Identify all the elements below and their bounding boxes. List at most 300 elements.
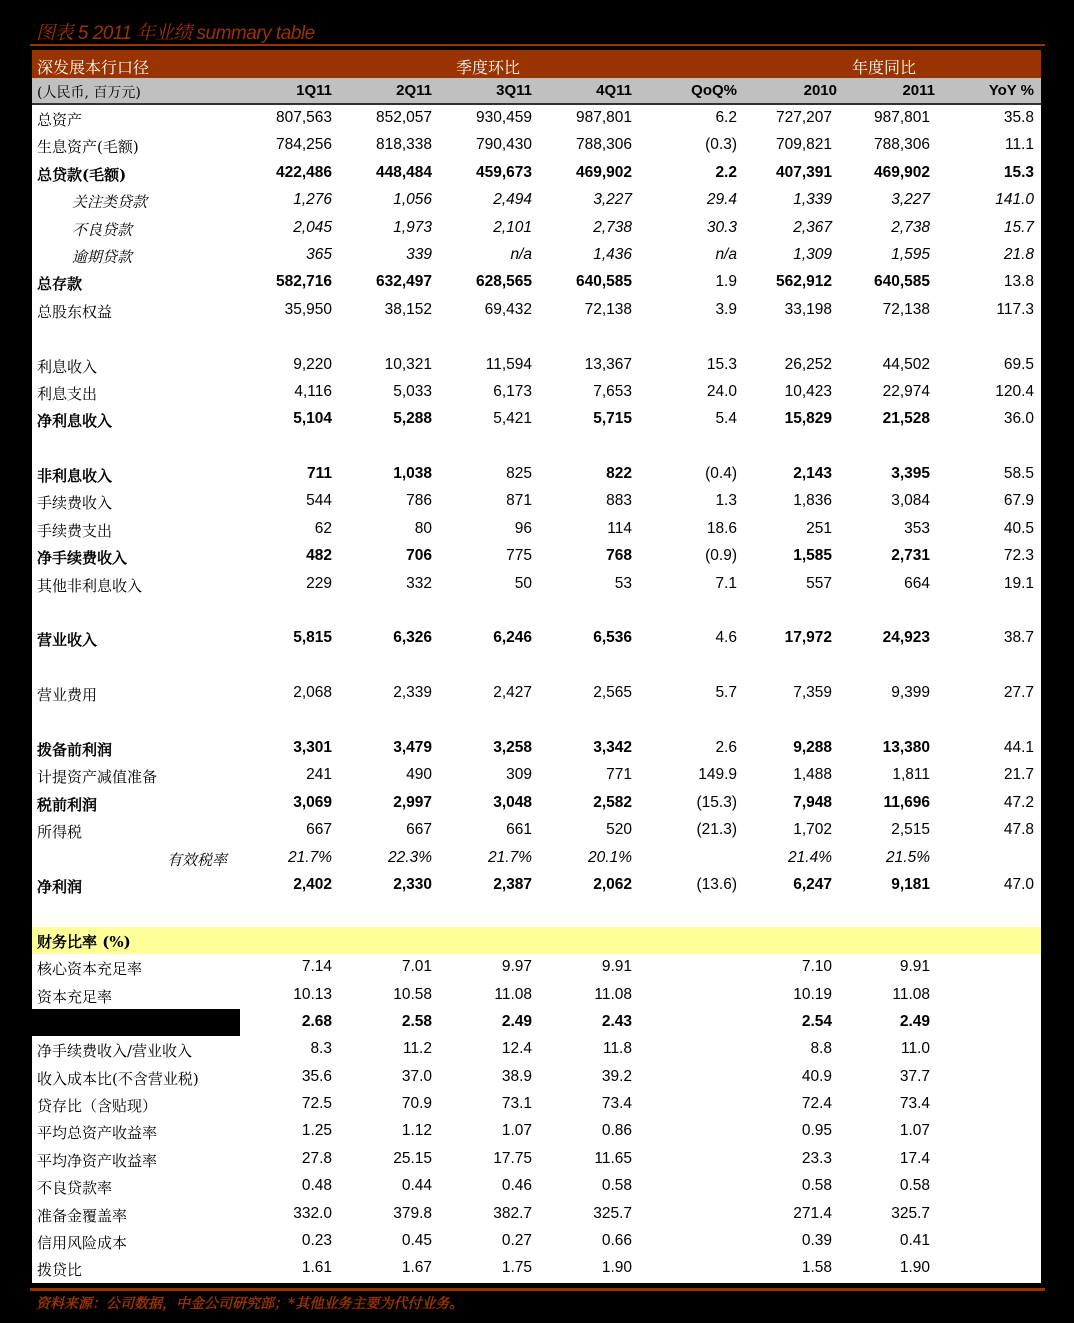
table-row <box>32 1009 1041 1036</box>
cell-2011: 73.4 <box>899 1095 930 1113</box>
cell-3q11: 21.7% <box>488 848 532 866</box>
cell-4q11: 73.4 <box>601 1095 632 1113</box>
cell-4q11: 883 <box>606 492 632 510</box>
cell-3q11: 871 <box>506 492 532 510</box>
entity-label: 深发展本行口径 <box>37 58 150 77</box>
cell-2010: 271.4 <box>793 1204 832 1222</box>
row-label: 不良贷款 <box>72 220 133 239</box>
cell-2q11: 786 <box>406 492 432 510</box>
cell-1q11: 0.23 <box>301 1232 332 1250</box>
cell-2q11: 379.8 <box>393 1204 432 1222</box>
cell-3q11: 11.08 <box>494 985 532 1003</box>
cell-yoy: 15.3 <box>1003 163 1034 181</box>
cell-2011: 3,227 <box>891 191 930 209</box>
table-row <box>32 1201 1041 1228</box>
cell-1q11: 365 <box>306 245 332 263</box>
cell-1q11: 2,068 <box>293 684 332 702</box>
cell-1q11: 544 <box>306 492 332 510</box>
col-header-3q11: 3Q11 <box>496 82 532 99</box>
row-label: 逾期贷款 <box>72 247 133 266</box>
cell-4q11: 72,138 <box>584 300 632 318</box>
cell-qoq: 1.3 <box>715 492 737 510</box>
cell-2010: 9,288 <box>793 738 832 756</box>
cell-3q11: 3,258 <box>493 738 532 756</box>
table-row <box>32 1146 1041 1173</box>
cell-3q11: 382.7 <box>493 1204 532 1222</box>
table-row <box>32 571 1041 598</box>
cell-2010: 7,359 <box>793 684 832 702</box>
cell-2011: 664 <box>904 574 930 592</box>
row-label: 核心资本充足率 <box>37 960 143 979</box>
cell-yoy: 40.5 <box>1003 519 1034 537</box>
cell-4q11: 0.86 <box>601 1122 632 1140</box>
cell-qoq: (13.6) <box>696 875 737 893</box>
cell-2q11: 706 <box>406 547 432 565</box>
cell-4q11: 114 <box>607 519 632 537</box>
cell-4q11: 2,565 <box>593 684 632 702</box>
cell-2011: 788,306 <box>873 136 930 154</box>
cell-1q11: 8.3 <box>310 1040 332 1058</box>
cell-2010: 17,972 <box>784 629 832 647</box>
cell-4q11: 1.90 <box>601 1259 632 1277</box>
cell-2011: 0.41 <box>899 1232 930 1250</box>
cell-2q11: 2,330 <box>393 875 432 893</box>
cell-yoy: 35.8 <box>1003 109 1034 126</box>
cell-3q11: 9.97 <box>501 958 532 976</box>
cell-2q11: 632,497 <box>375 273 432 291</box>
cell-2q11: 25.15 <box>393 1149 432 1167</box>
cell-qoq: 4.6 <box>715 629 737 647</box>
cell-3q11: 38.9 <box>501 1067 532 1085</box>
cell-2q11: 10,321 <box>384 355 432 373</box>
cell-1q11: 229 <box>306 574 332 592</box>
table-row <box>32 516 1041 543</box>
cell-3q11: 2,387 <box>493 875 532 893</box>
cell-2010: 1.58 <box>801 1259 832 1277</box>
cell-2010: 0.39 <box>801 1232 832 1250</box>
cell-1q11: 482 <box>306 547 332 565</box>
row-label: 总资产 <box>37 111 83 129</box>
cell-2011: 0.58 <box>899 1177 930 1195</box>
figure-title: 图表 5 2011 年业绩 summary table <box>36 23 315 44</box>
cell-3q11: 3,048 <box>493 793 532 811</box>
cell-2011: 11.08 <box>892 985 930 1003</box>
cell-2011: 11,696 <box>883 793 930 811</box>
table-row <box>32 1118 1041 1145</box>
cell-4q11: 39.2 <box>601 1067 632 1085</box>
row-label: 非利息收入 <box>37 467 113 486</box>
cell-qoq: 15.3 <box>706 355 737 373</box>
footer-divider <box>30 1288 1045 1291</box>
col-header-2011: 2011 <box>902 82 935 99</box>
cell-2010: 1,339 <box>793 191 832 209</box>
cell-1q11: 72.5 <box>301 1095 332 1113</box>
cell-qoq: 2.2 <box>715 163 737 181</box>
cell-4q11: 53 <box>614 574 632 592</box>
cell-4q11: 520 <box>606 821 632 839</box>
cell-2q11: 10.58 <box>393 985 432 1003</box>
cell-1q11: 62 <box>314 519 332 537</box>
cell-4q11: 768 <box>606 547 632 565</box>
cell-2q11: 2,997 <box>393 793 432 811</box>
cell-yoy: 141.0 <box>995 191 1034 209</box>
cell-2011: 22,974 <box>882 382 930 400</box>
cell-3q11: 2,101 <box>493 218 532 236</box>
cell-2010: 8.8 <box>810 1040 832 1058</box>
cell-2q11: 37.0 <box>401 1067 432 1085</box>
cell-2q11: 332 <box>406 574 432 592</box>
row-label: 净利息收入 <box>37 412 113 431</box>
cell-4q11: 7,653 <box>593 382 632 400</box>
cell-2q11: 3,479 <box>393 738 432 756</box>
cell-2q11: 1,973 <box>393 218 432 236</box>
cell-yoy: 44.1 <box>1003 738 1034 756</box>
row-label: 不良贷款率 <box>37 1179 113 1198</box>
cell-2010: 0.95 <box>801 1122 832 1140</box>
table-row <box>32 269 1041 296</box>
cell-2010: 0.58 <box>801 1177 832 1195</box>
cell-2011: 72,138 <box>882 300 930 318</box>
cell-2010: 1,585 <box>793 547 832 565</box>
cell-4q11: 20.1% <box>588 848 632 866</box>
cell-1q11: 241 <box>306 766 332 784</box>
cell-3q11: 459,673 <box>475 163 532 181</box>
cell-2010: 6,247 <box>793 875 832 893</box>
table-row <box>32 160 1041 187</box>
cell-1q11: 35.6 <box>301 1067 332 1085</box>
cell-yoy: 21.8 <box>1003 245 1034 263</box>
table-row <box>32 352 1041 379</box>
source-note: 资料来源：公司数据，中金公司研究部；*其他业务主要为代付业务。 <box>36 1296 464 1312</box>
col-header-2q11: 2Q11 <box>396 82 432 99</box>
cell-qoq: 30.3 <box>706 218 737 236</box>
cell-4q11: 9.91 <box>601 958 632 976</box>
row-label: 贷存比（含贴现） <box>37 1097 158 1116</box>
cell-1q11: 5,815 <box>293 629 332 647</box>
table-row <box>32 735 1041 762</box>
cell-4q11: 987,801 <box>575 109 632 126</box>
cell-2q11: 852,057 <box>375 109 432 126</box>
cell-2011: 987,801 <box>873 109 930 126</box>
cell-2q11: 667 <box>406 821 432 839</box>
cell-4q11: 822 <box>606 465 632 483</box>
cell-4q11: 2.43 <box>601 1012 632 1030</box>
cell-2q11: 1,038 <box>393 465 432 483</box>
cell-2010: 23.3 <box>801 1149 832 1167</box>
cell-yoy: 47.8 <box>1003 821 1034 839</box>
redacted-label <box>32 1009 240 1036</box>
cell-yoy: 47.0 <box>1003 875 1034 893</box>
cell-2011: 469,902 <box>873 163 930 181</box>
cell-qoq: 5.7 <box>715 684 737 702</box>
cell-4q11: 2,738 <box>593 218 632 236</box>
row-label: 总股东权益 <box>37 302 113 321</box>
cell-2q11: 1.12 <box>401 1122 432 1140</box>
cell-3q11: 309 <box>506 766 532 784</box>
cell-qoq: n/a <box>715 245 737 263</box>
row-label: 手续费支出 <box>37 521 113 540</box>
cell-yoy: 36.0 <box>1003 410 1034 428</box>
column-header-row <box>32 78 1041 105</box>
cell-4q11: 788,306 <box>575 136 632 154</box>
table-row <box>32 680 1041 707</box>
row-label: 手续费收入 <box>37 494 113 513</box>
table-row <box>32 762 1041 789</box>
cell-2010: 2,367 <box>793 218 832 236</box>
cell-yoy: 69.5 <box>1003 355 1034 373</box>
cell-yoy: 120.4 <box>995 382 1034 400</box>
cell-1q11: 784,256 <box>275 136 332 154</box>
cell-1q11: 1.61 <box>301 1259 332 1277</box>
cell-qoq: 29.4 <box>706 191 737 209</box>
title-divider <box>30 44 1045 46</box>
cell-2010: 1,488 <box>793 766 832 784</box>
cell-1q11: 5,104 <box>293 410 332 428</box>
table-row <box>32 1036 1041 1063</box>
cell-2011: 3,084 <box>891 492 930 510</box>
cell-2010: 72.4 <box>801 1095 832 1113</box>
cell-3q11: 96 <box>514 519 532 537</box>
cell-2011: 13,380 <box>882 738 930 756</box>
cell-1q11: 1,276 <box>293 191 332 209</box>
cell-2q11: 80 <box>414 519 432 537</box>
cell-yoy: 21.7 <box>1003 766 1034 784</box>
cell-4q11: 2,582 <box>593 793 632 811</box>
cell-4q11: 6,536 <box>593 629 632 647</box>
cell-2010: 33,198 <box>784 300 832 318</box>
cell-2010: 7.10 <box>801 958 832 976</box>
cell-2011: 17.4 <box>899 1149 930 1167</box>
cell-4q11: 11.8 <box>602 1040 632 1058</box>
cell-qoq: 7.1 <box>715 574 737 592</box>
cell-2011: 2,731 <box>891 547 930 565</box>
table-row <box>32 1173 1041 1200</box>
table-row <box>32 954 1041 981</box>
cell-2011: 325.7 <box>891 1204 930 1222</box>
cell-2011: 9,399 <box>891 684 930 702</box>
cell-3q11: 930,459 <box>475 109 532 126</box>
row-label: 税前利润 <box>37 795 98 814</box>
cell-qoq: (0.4) <box>705 465 737 483</box>
cell-qoq: (0.3) <box>705 136 737 154</box>
cell-1q11: 2,045 <box>293 218 332 236</box>
group-quarterly-label: 季度环比 <box>456 58 521 77</box>
cell-2010: 7,948 <box>793 793 832 811</box>
cell-2011: 21,528 <box>882 410 930 428</box>
cell-2011: 2,515 <box>891 821 930 839</box>
cell-2010: 709,821 <box>775 136 832 154</box>
cell-3q11: 17.75 <box>493 1149 532 1167</box>
cell-qoq: 18.6 <box>706 519 737 537</box>
col-header-yoy: YoY % <box>988 82 1034 99</box>
cell-4q11: 469,902 <box>575 163 632 181</box>
cell-3q11: 2.49 <box>501 1012 532 1030</box>
cell-3q11: 50 <box>514 574 532 592</box>
table-row <box>32 379 1041 406</box>
cell-4q11: 771 <box>606 766 632 784</box>
cell-2q11: 5,288 <box>393 410 432 428</box>
section-header-row <box>32 927 1041 954</box>
cell-4q11: 0.66 <box>601 1232 632 1250</box>
cell-2010: 2,143 <box>793 465 832 483</box>
cell-2011: 11.0 <box>900 1040 930 1058</box>
cell-3q11: 6,173 <box>493 382 532 400</box>
cell-1q11: 332.0 <box>293 1204 332 1222</box>
cell-1q11: 21.7% <box>288 848 332 866</box>
spacer-row <box>32 899 1041 926</box>
cell-yoy: 58.5 <box>1003 465 1034 483</box>
col-header-2010: 2010 <box>803 82 837 99</box>
row-label: 拨备前利润 <box>37 740 113 759</box>
cell-3q11: 6,246 <box>493 629 532 647</box>
table-row <box>32 461 1041 488</box>
cell-2010: 40.9 <box>801 1067 832 1085</box>
cell-4q11: 3,227 <box>593 191 632 209</box>
cell-4q11: 13,367 <box>584 355 632 373</box>
cell-2q11: 0.44 <box>401 1177 432 1195</box>
spacer-row <box>32 708 1041 735</box>
table-row <box>32 187 1041 214</box>
cell-qoq: 5.4 <box>715 410 737 428</box>
cell-3q11: 0.46 <box>501 1177 532 1195</box>
cell-qoq: (15.3) <box>696 793 737 811</box>
cell-4q11: 11.65 <box>594 1149 632 1167</box>
table-row <box>32 982 1041 1009</box>
cell-qoq: 149.9 <box>698 766 737 784</box>
cell-2010: 15,829 <box>784 410 832 428</box>
cell-1q11: 422,486 <box>275 163 332 181</box>
cell-2011: 9.91 <box>899 958 930 976</box>
cell-qoq: (21.3) <box>696 821 737 839</box>
cell-2q11: 0.45 <box>401 1232 432 1250</box>
row-label: 利息支出 <box>37 384 98 403</box>
cell-3q11: 69,432 <box>484 300 532 318</box>
table-row <box>32 543 1041 570</box>
cell-1q11: 667 <box>306 821 332 839</box>
cell-2011: 1,811 <box>892 766 930 784</box>
cell-qoq: 3.9 <box>715 300 737 318</box>
cell-yoy: 27.7 <box>1003 684 1034 702</box>
cell-3q11: 5,421 <box>493 410 532 428</box>
cell-2011: 9,181 <box>891 875 930 893</box>
cell-2q11: 38,152 <box>384 300 432 318</box>
row-label: 净手续费收入 <box>37 549 128 568</box>
cell-3q11: 825 <box>506 465 532 483</box>
cell-2010: 1,702 <box>793 821 832 839</box>
cell-4q11: 3,342 <box>593 738 632 756</box>
row-label: 其他非利息收入 <box>37 576 143 595</box>
cell-4q11: 640,585 <box>575 273 632 291</box>
cell-yoy: 47.2 <box>1003 793 1034 811</box>
cell-3q11: 1.75 <box>501 1259 532 1277</box>
row-label: 所得税 <box>37 823 83 842</box>
cell-2q11: 2.58 <box>401 1012 432 1030</box>
cell-yoy: 67.9 <box>1003 492 1034 510</box>
cell-2011: 640,585 <box>873 273 930 291</box>
cell-2q11: 448,484 <box>375 163 432 181</box>
cell-3q11: 775 <box>506 547 532 565</box>
table-body <box>32 105 1041 1283</box>
cell-3q11: 73.1 <box>501 1095 532 1113</box>
cell-1q11: 2,402 <box>293 875 332 893</box>
row-label: 生息资产(毛额) <box>37 138 139 157</box>
cell-1q11: 1.25 <box>301 1122 332 1140</box>
cell-qoq: 24.0 <box>706 382 737 400</box>
cell-qoq: (0.9) <box>705 547 737 565</box>
table-row <box>32 242 1041 269</box>
cell-1q11: 9,220 <box>293 355 332 373</box>
cell-1q11: 35,950 <box>284 300 332 318</box>
col-header-4q11: 4Q11 <box>596 82 632 99</box>
cell-3q11: n/a <box>510 245 532 263</box>
cell-1q11: 2.68 <box>301 1012 332 1030</box>
cell-2010: 727,207 <box>775 109 832 126</box>
row-label: 资本充足率 <box>37 987 113 1006</box>
cell-3q11: 2,494 <box>493 191 532 209</box>
row-label: 营业收入 <box>37 631 98 650</box>
cell-qoq: 6.2 <box>715 109 737 126</box>
row-label: 信用风险成本 <box>37 1234 128 1253</box>
cell-3q11: 628,565 <box>475 273 532 291</box>
table-row <box>32 845 1041 872</box>
cell-3q11: 1.07 <box>501 1122 532 1140</box>
cell-qoq: 2.6 <box>715 738 737 756</box>
cell-2q11: 2,339 <box>393 684 432 702</box>
cell-2q11: 818,338 <box>375 136 432 154</box>
row-label: 利息收入 <box>37 357 98 376</box>
row-label: 计提资产减值准备 <box>37 768 158 787</box>
table-row <box>32 406 1041 433</box>
cell-4q11: 1,436 <box>593 245 632 263</box>
cell-3q11: 790,430 <box>475 136 532 154</box>
table-row <box>32 1064 1041 1091</box>
cell-2011: 3,395 <box>891 465 930 483</box>
row-label: 收入成本比(不含营业税) <box>37 1069 199 1088</box>
table-row <box>32 817 1041 844</box>
cell-qoq: 1.9 <box>715 273 737 291</box>
cell-1q11: 582,716 <box>275 273 332 291</box>
cell-2011: 353 <box>904 519 930 537</box>
cell-4q11: 2,062 <box>593 875 632 893</box>
cell-3q11: 0.27 <box>501 1232 532 1250</box>
cell-2011: 1,595 <box>891 245 930 263</box>
cell-1q11: 10.13 <box>293 985 332 1003</box>
cell-2010: 21.4% <box>788 848 832 866</box>
summary-table <box>32 50 1041 1283</box>
spacer-row <box>32 324 1041 351</box>
cell-1q11: 3,069 <box>293 793 332 811</box>
cell-2q11: 339 <box>406 245 432 263</box>
row-label: 财务比率 (%) <box>37 932 131 951</box>
cell-4q11: 325.7 <box>593 1204 632 1222</box>
cell-2011: 44,502 <box>882 355 930 373</box>
cell-2011: 1.90 <box>899 1259 930 1277</box>
cell-2010: 557 <box>806 574 832 592</box>
row-label: 准备金覆盖率 <box>37 1206 128 1225</box>
row-label: 营业费用 <box>37 686 98 705</box>
cell-2010: 1,309 <box>793 245 832 263</box>
cell-4q11: 5,715 <box>593 410 632 428</box>
cell-1q11: 0.48 <box>301 1177 332 1195</box>
row-label: 关注类贷款 <box>72 193 148 212</box>
cell-1q11: 4,116 <box>294 382 332 400</box>
cell-2q11: 1,056 <box>393 191 432 209</box>
cell-3q11: 661 <box>506 821 532 839</box>
table-row <box>32 132 1041 159</box>
row-label: 总贷款(毛额) <box>37 165 127 184</box>
cell-3q11: 2,427 <box>493 684 532 702</box>
cell-yoy: 38.7 <box>1003 629 1034 647</box>
